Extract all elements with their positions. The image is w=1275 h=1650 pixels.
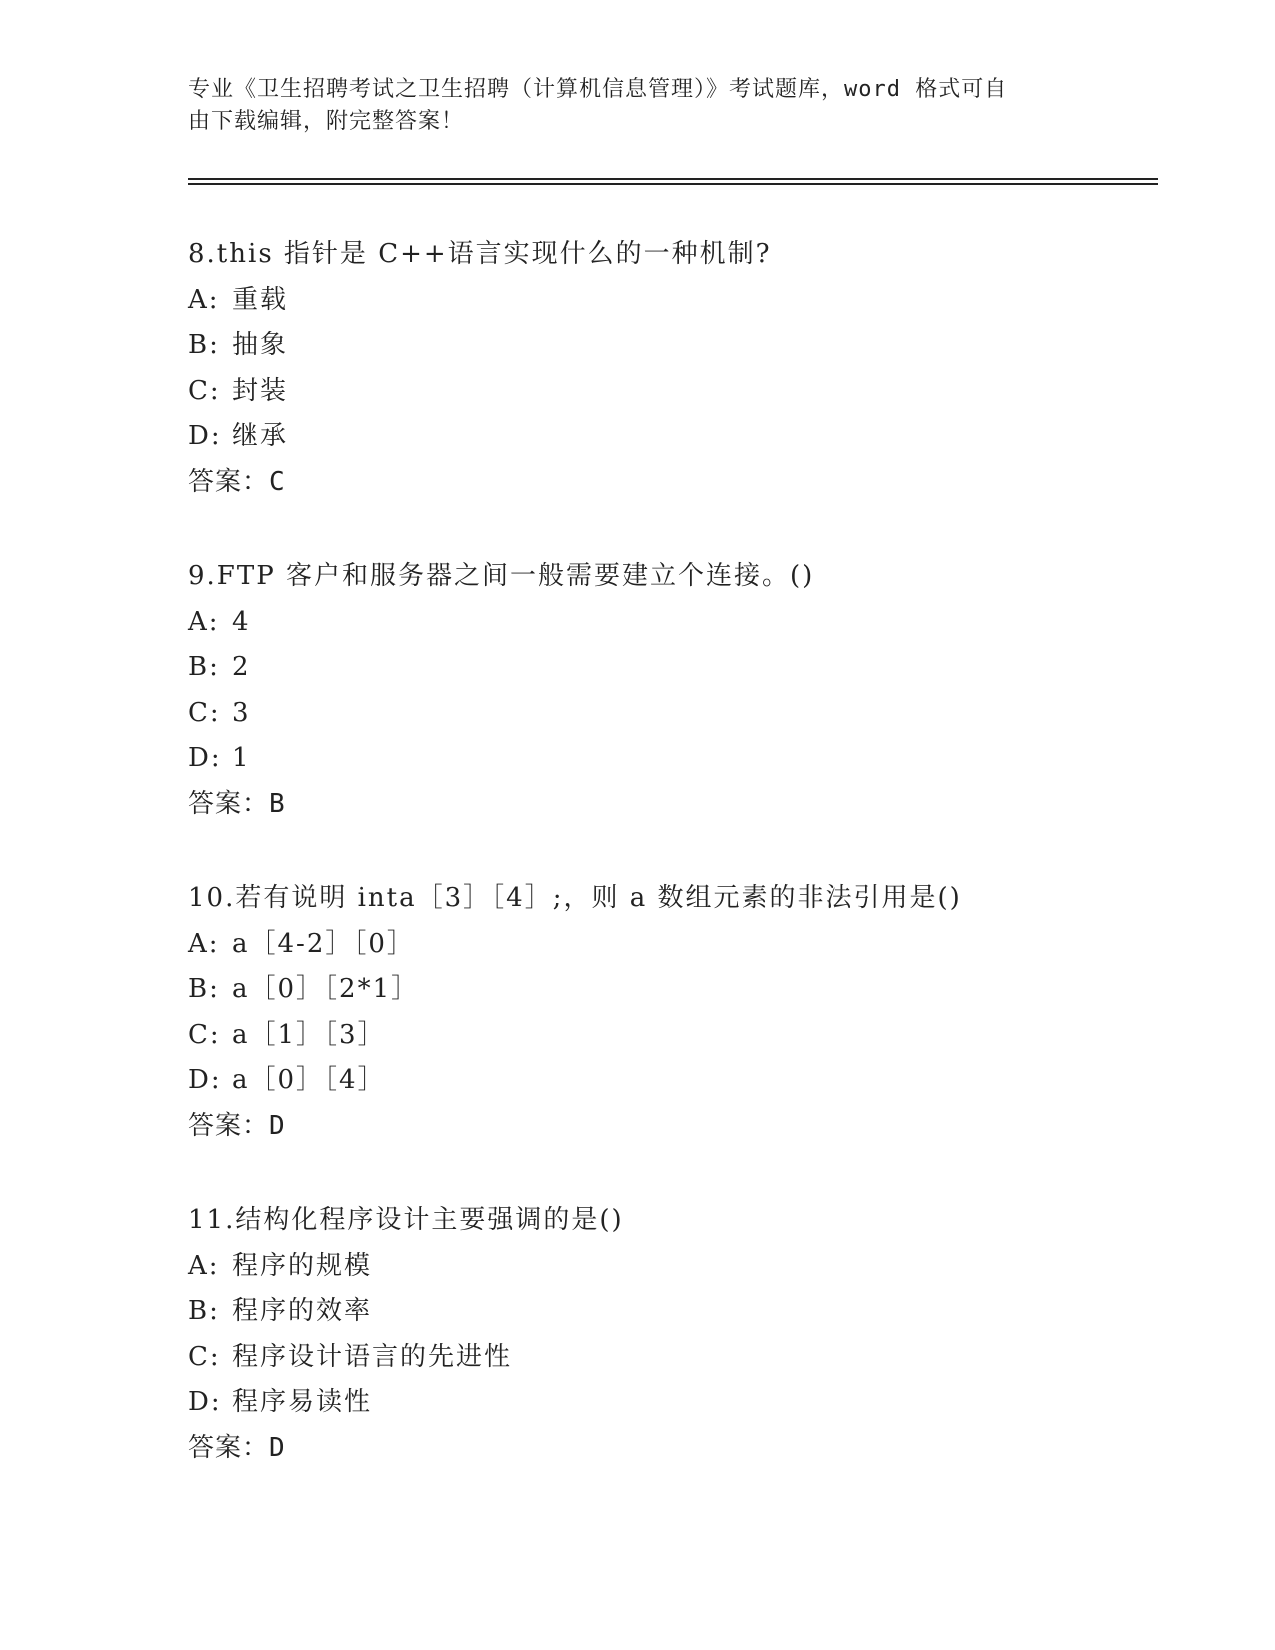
header-divider-bottom xyxy=(188,183,1158,185)
option-label: A: xyxy=(188,928,220,959)
option-b xyxy=(188,1289,1188,1335)
option-label: A: xyxy=(188,1250,220,1281)
option-label: B: xyxy=(188,1296,220,1326)
question-9 xyxy=(188,554,1188,876)
question-stem: 10.若有说明 inta［3］［4］;，则 a 数组元素的非法引用是() xyxy=(188,883,962,913)
option-label: C: xyxy=(188,697,221,728)
option-text: 程序的规模 xyxy=(232,1250,373,1281)
option-b xyxy=(188,323,1188,369)
document-header xyxy=(188,74,1068,138)
option-text: a［0］［2*1］ xyxy=(232,974,420,1004)
option-d xyxy=(188,1380,1188,1426)
option-b xyxy=(188,967,1188,1013)
option-a xyxy=(188,278,1188,324)
answer-line: 答案：C xyxy=(188,466,286,497)
answer-line: 答案：B xyxy=(188,788,286,819)
question-stem: 11.结构化程序设计主要强调的是() xyxy=(188,1205,624,1235)
option-label: C: xyxy=(188,1019,221,1050)
answer-line: 答案：D xyxy=(188,1110,286,1141)
question-11 xyxy=(188,1198,1188,1520)
option-d xyxy=(188,736,1188,782)
header-line-2: 由下载编辑，附完整答案！ xyxy=(188,109,465,134)
option-c xyxy=(188,691,1188,737)
question-8 xyxy=(188,232,1188,554)
option-d xyxy=(188,414,1188,460)
option-text: 程序设计语言的先进性 xyxy=(232,1341,513,1372)
option-text: a［0］［4］ xyxy=(232,1065,386,1095)
option-label: A: xyxy=(188,284,220,315)
option-a xyxy=(188,600,1188,646)
option-label: A: xyxy=(188,606,220,637)
option-text: 2 xyxy=(232,652,251,682)
option-label: B: xyxy=(188,974,220,1004)
question-stem: 9.FTP 客户和服务器之间一般需要建立个连接。() xyxy=(188,561,815,591)
header-divider-top xyxy=(188,178,1158,180)
option-label: B: xyxy=(188,330,220,360)
option-text: 4 xyxy=(232,606,251,637)
header-line-1: 专业《卫生招聘考试之卫生招聘（计算机信息管理）》考试题库，word 格式可自 xyxy=(188,77,1008,102)
option-text: 程序的效率 xyxy=(232,1296,373,1326)
option-text: a［4-2］［0］ xyxy=(232,928,415,959)
option-label: C: xyxy=(188,1341,221,1372)
option-text: 程序易读性 xyxy=(232,1387,373,1417)
option-label: D: xyxy=(188,1387,222,1417)
option-text: 重载 xyxy=(232,284,289,315)
question-stem: 8.this 指针是 C++语言实现什么的一种机制? xyxy=(188,239,772,269)
option-label: D: xyxy=(188,1065,222,1095)
option-text: a［1］［3］ xyxy=(232,1019,386,1050)
option-label: D: xyxy=(188,421,222,451)
question-list xyxy=(188,232,1188,1520)
option-d xyxy=(188,1058,1188,1104)
option-a xyxy=(188,922,1188,968)
option-c xyxy=(188,1013,1188,1059)
option-a xyxy=(188,1244,1188,1290)
option-label: B: xyxy=(188,652,220,682)
option-text: 1 xyxy=(232,743,251,773)
option-text: 封装 xyxy=(232,375,289,406)
option-text: 3 xyxy=(232,697,251,728)
option-b xyxy=(188,645,1188,691)
option-c xyxy=(188,369,1188,415)
option-label: C: xyxy=(188,375,221,406)
option-text: 继承 xyxy=(232,421,289,451)
option-label: D: xyxy=(188,743,222,773)
answer-line: 答案：D xyxy=(188,1432,286,1463)
option-c xyxy=(188,1335,1188,1381)
option-text: 抽象 xyxy=(232,330,289,360)
question-10 xyxy=(188,876,1188,1198)
